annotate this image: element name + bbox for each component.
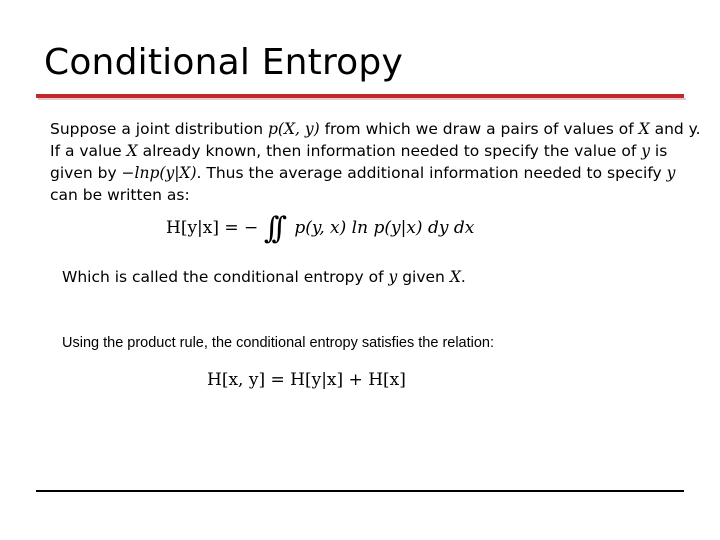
equation-lhs: H[y|x] = − xyxy=(166,218,259,238)
double-integral-icon: ∫∫ xyxy=(263,211,279,246)
math-neg-log-prob: −lnp(y|X) xyxy=(121,164,197,182)
equation-integrand: p(y, x) ln p(y|x) dy dx xyxy=(294,218,475,238)
intro-paragraph xyxy=(50,118,701,206)
conditional-entropy-note xyxy=(62,268,466,286)
math-variable-x: X xyxy=(449,268,461,286)
paragraph-line-4: can be written as: xyxy=(50,186,190,204)
math-variable-y: y xyxy=(666,164,676,182)
text-run: If a value xyxy=(50,142,127,160)
slide-title: Conditional Entropy xyxy=(44,42,403,83)
paragraph-line-1 xyxy=(50,118,701,140)
math-variable-x: X xyxy=(638,120,650,138)
text-run: . xyxy=(460,268,466,286)
title-underline-shadow xyxy=(38,98,686,100)
entropy-relation-equation: H[x, y] = H[y|x] + H[x] xyxy=(207,370,406,390)
text-run: Suppose a joint distribution xyxy=(50,120,268,138)
text-run: is xyxy=(650,142,668,160)
paragraph-line-2 xyxy=(50,140,680,162)
conditional-entropy-equation xyxy=(166,211,475,246)
text-run: from which we draw a pairs of values of xyxy=(319,120,639,138)
text-run: given by xyxy=(50,164,122,182)
math-variable-y: y xyxy=(388,268,398,286)
footer-divider xyxy=(36,490,684,492)
text-run: already known, then information needed to specify the value of xyxy=(137,142,642,160)
product-rule-text: Using the product rule, the conditional entropy satisfies the relation: xyxy=(62,335,495,351)
math-variable-y: y xyxy=(641,142,650,160)
text-run: Which is called the conditional entropy of xyxy=(62,268,389,286)
text-run: given xyxy=(397,268,450,286)
text-run: and y. xyxy=(649,120,701,138)
paragraph-line-3 xyxy=(50,162,680,184)
math-variable-x: X xyxy=(126,142,138,160)
math-joint-distribution: p(X, y) xyxy=(267,120,320,138)
text-run: . Thus the average additional information needed to specify xyxy=(196,164,667,182)
